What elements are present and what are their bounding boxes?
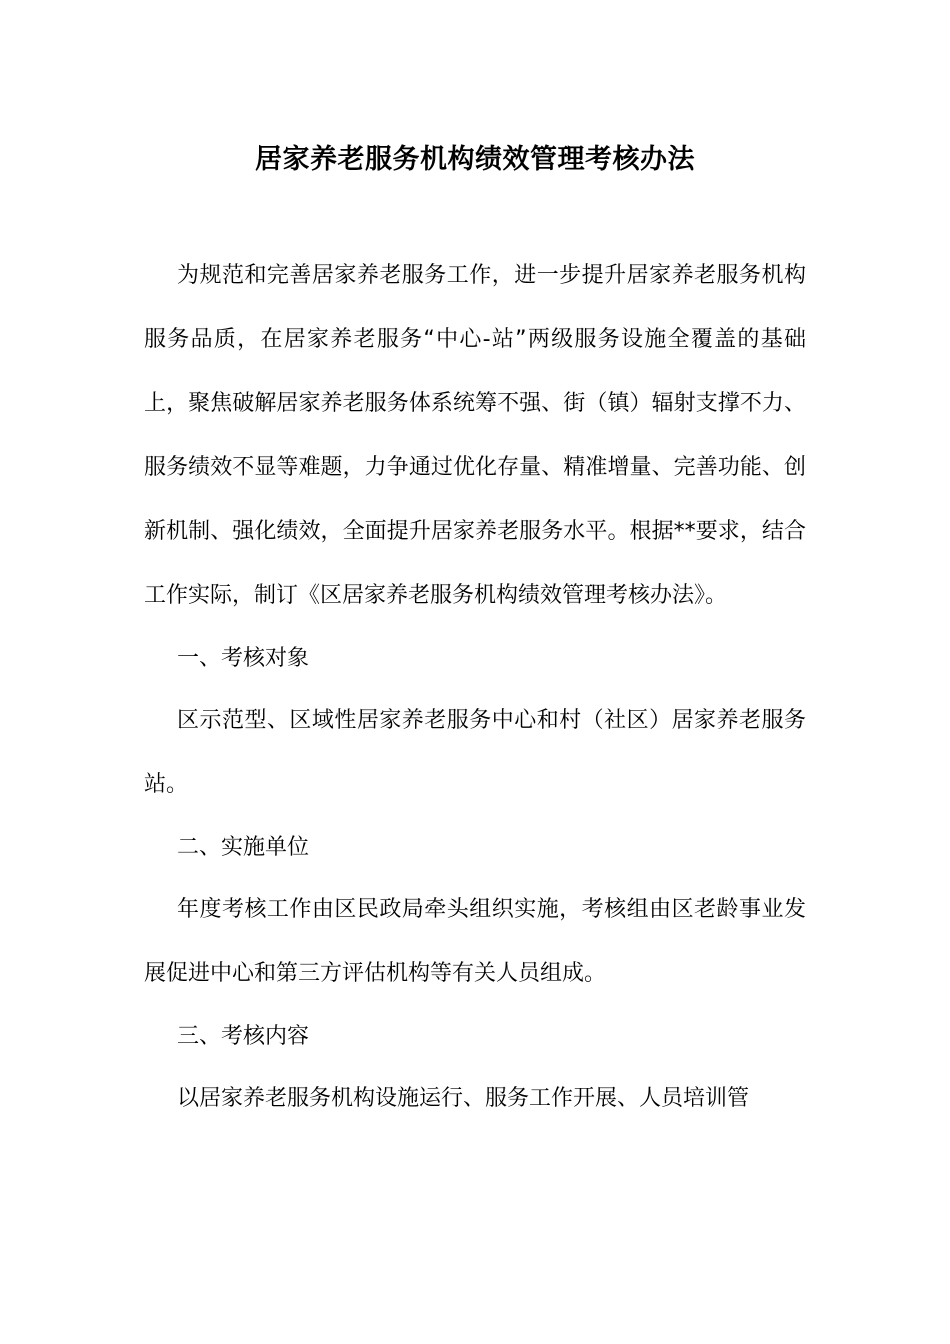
paragraph-section-1: 区示范型、区域性居家养老服务中心和村（社区）居家养老服务站。 [144, 708, 806, 797]
document-body [144, 244, 806, 1131]
section-heading-2: 二、实施单位 [177, 835, 310, 860]
section-heading-3: 三、考核内容 [177, 1024, 310, 1049]
paragraph-section-2: 年度考核工作由区民政局牵头组织实施，考核组由区老龄事业发展促进中心和第三方评估机构等有关人员组成。 [144, 897, 806, 986]
paragraph-intro: 为规范和完善居家养老服务工作，进一步提升居家养老服务机构服务品质，在居家养老服务“中心-站”两级服务设施全覆盖的基础上，聚焦破解居家养老服务体系统筹不强、街（镇）辐射支撑不力、服务绩效不显等难题，力争通过优化存量、精准增量、完善功能、创新机制、强化绩效，全面提升居家养老服务水平。根据**要求，结合工作实际，制订《区居家养老服务机构绩效管理考核办法》。 [144, 263, 806, 608]
section-heading-1: 一、考核对象 [177, 646, 310, 671]
paragraph-section-3: 以居家养老服务机构设施运行、服务工作开展、人员培训管 [177, 1086, 750, 1111]
page-title: 居家养老服务机构绩效管理考核办法 [255, 144, 695, 175]
